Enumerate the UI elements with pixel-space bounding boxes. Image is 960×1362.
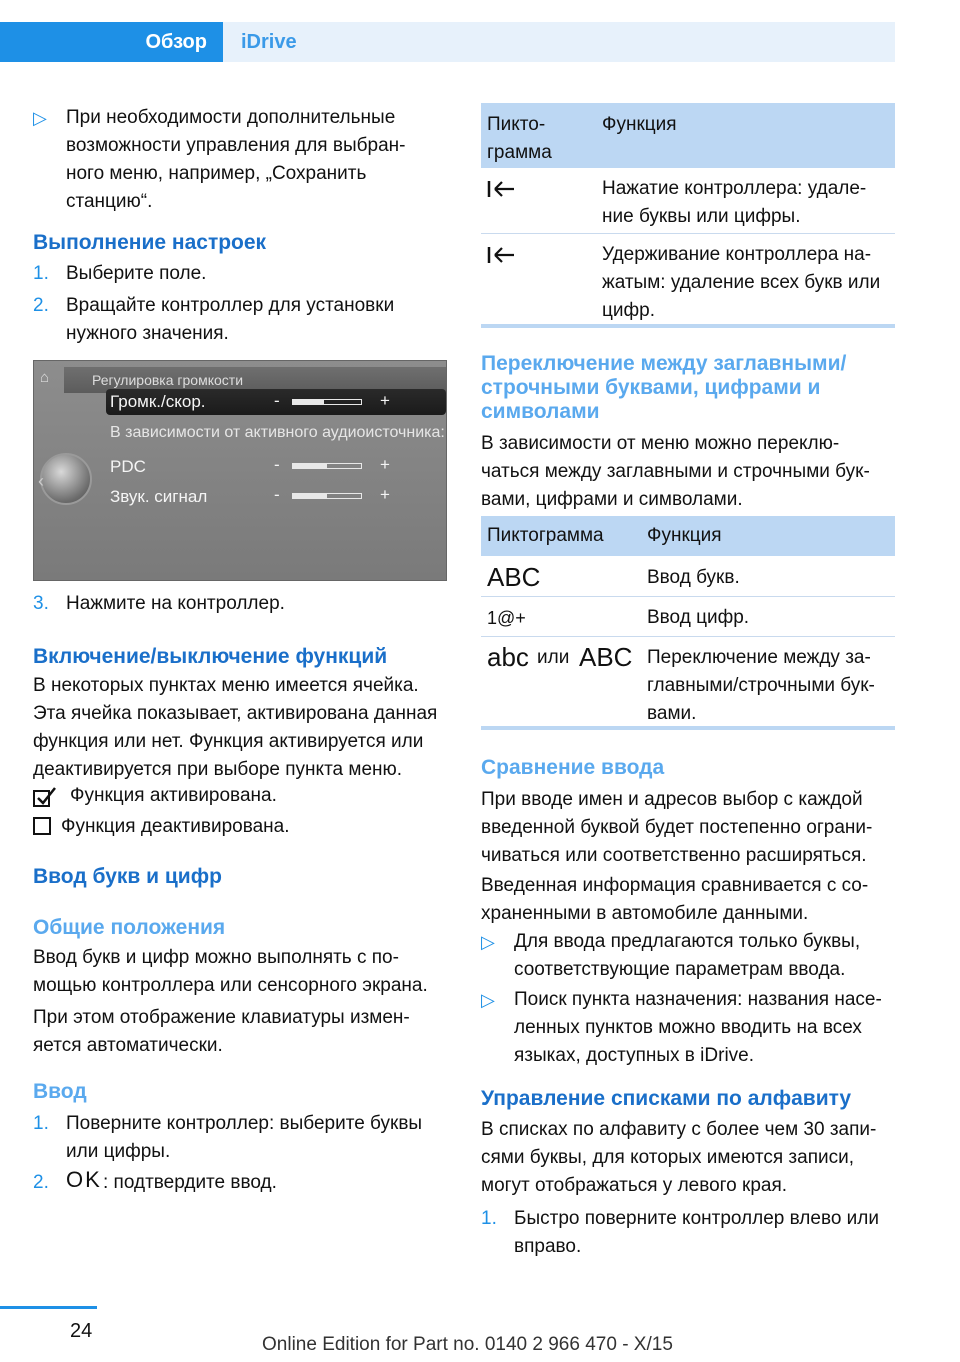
slider-fill (293, 464, 327, 468)
pdc-slider[interactable] (292, 463, 362, 469)
line: Введенная информация сравнивается с со- (481, 875, 869, 896)
home-icon: ⌂ (40, 369, 50, 386)
line: вправо. (514, 1236, 582, 1257)
table-row-text (602, 175, 866, 231)
source-note: В зависимости от активного аудиоисточника: (110, 424, 445, 441)
step-text (66, 292, 456, 348)
line: Для ввода предлагаются только буквы, (514, 931, 861, 952)
edition-text: Online Edition for Part no. 0140 2 966 470 - X/15 (262, 1334, 673, 1355)
line: цифр. (602, 300, 655, 321)
minus-sign: - (274, 455, 280, 474)
line: Пикто- (487, 114, 546, 135)
line: Переключение между за- (647, 647, 871, 668)
deactivated-text: Функция деактивирована. (61, 816, 290, 837)
line: В некоторых пунктах меню имеется ячейка. (33, 675, 419, 696)
line: функция или нет. Функция активируется или (33, 731, 424, 752)
heading-settings: Выполнение настроек (33, 231, 267, 254)
heading-general: Общие положения (33, 916, 226, 939)
line: деактивируется при выборе пункта меню. (33, 759, 403, 780)
minus-sign: - (274, 391, 280, 410)
line: Поверните контроллер: выберите буквы (66, 1113, 423, 1134)
line: языках, доступных в iDrive. (514, 1045, 755, 1066)
header-icon: Пиктограмма (487, 525, 604, 546)
line: символами (481, 400, 600, 423)
bullet-triangle-icon: ▷ (481, 932, 495, 952)
bullet-text (514, 986, 904, 1070)
line: станцию“. (66, 191, 153, 212)
line: главными/строчными бук- (647, 675, 875, 696)
footer-rule (0, 1306, 97, 1309)
line: жатым: удаление всех букв или (602, 272, 881, 293)
tab-overview[interactable]: Обзор (0, 22, 223, 62)
compare-paragraph-1 (481, 786, 901, 870)
step-number: 2. (33, 1172, 49, 1193)
chevron-left-icon: ‹ (38, 471, 44, 491)
row-volume-label: Громк./скор. (110, 392, 206, 411)
slider-fill (293, 400, 324, 404)
line: Ввод букв и цифр можно выполнять с по- (33, 947, 399, 968)
general-paragraph-1 (33, 944, 453, 1000)
line: соответствующие параметрам ввода. (514, 959, 846, 980)
line: мощью контроллера или сенсорного экрана. (33, 975, 428, 996)
checkbox-unchecked-icon (33, 817, 53, 837)
line: яется автоматически. (33, 1035, 223, 1056)
tab-idrive[interactable]: iDrive (223, 22, 895, 62)
line: При этом отображение клавиатуры измен- (33, 1007, 410, 1028)
line: вами. (647, 703, 697, 724)
line: сями буквы, для которых имеются записи, (481, 1147, 855, 1168)
ok-icon: OK (66, 1167, 102, 1192)
row-pdc-label: PDC (110, 457, 146, 476)
line: Нажатие контроллера: удале- (602, 178, 867, 199)
step-text: : подтвердите ввод. (103, 1172, 277, 1193)
line: Удерживание контроллера на- (602, 244, 872, 265)
controller-knob-icon (40, 453, 92, 505)
minus-sign: - (274, 485, 280, 504)
line: или цифры. (66, 1141, 171, 1162)
bullet-text (514, 928, 904, 984)
abc-upper-icon: ABC (487, 562, 541, 592)
page-number: 24 (70, 1320, 93, 1342)
line: храненными в автомобиле данными. (481, 903, 809, 924)
heading-compare: Сравнение ввода (481, 756, 665, 779)
line: Переключение между заглавными/ (481, 352, 847, 375)
line: строчными буквами, цифрами и (481, 376, 821, 399)
step-number: 1. (33, 263, 49, 284)
page-header (0, 0, 960, 62)
heading-input: Ввод букв и цифр (33, 865, 222, 888)
line: В зависимости от меню можно переклю- (481, 433, 840, 454)
table-row-text (647, 644, 875, 728)
heading-enter: Ввод (33, 1080, 87, 1103)
step-text: Выберите поле. (66, 263, 207, 284)
table-row-text: Ввод букв. (647, 567, 740, 588)
heading-alphabet: Управление списками по алфавиту (481, 1087, 852, 1110)
abc-upper-icon: ABC (579, 642, 633, 672)
or-word: или (537, 647, 570, 668)
header-function: Функция (647, 525, 722, 546)
table-row-text: Ввод цифр. (647, 607, 750, 628)
volume-slider[interactable] (292, 399, 362, 405)
general-paragraph-2 (33, 1004, 453, 1060)
header-icon (487, 111, 552, 167)
header-function: Функция (602, 114, 677, 135)
delete-arrow-icon (487, 179, 517, 199)
plus-sign: + (380, 485, 390, 504)
abc-lower-icon: abc (487, 642, 529, 672)
table-bottom-rule (481, 324, 895, 328)
line: вами, цифрами и символами. (481, 489, 743, 510)
heading-switch (481, 352, 895, 424)
alphabet-paragraph (481, 1116, 901, 1200)
digits-icon: 1@+ (487, 608, 526, 628)
slider-fill (293, 494, 327, 498)
bullet-triangle-icon: ▷ (481, 990, 495, 1010)
step-number: 1. (33, 1113, 49, 1134)
bullet-triangle-icon: ▷ (33, 108, 47, 128)
step-number: 2. (33, 295, 49, 316)
step-text: Нажмите на контроллер. (66, 593, 285, 614)
screen-title: Регулировка громкости (64, 367, 446, 393)
line: ленных пунктов можно вводить на всех (514, 1017, 862, 1038)
signal-slider[interactable] (292, 493, 362, 499)
line: ного меню, например, „Сохранить (66, 163, 367, 184)
row-signal-label: Звук. сигнал (110, 487, 208, 506)
row-divider (481, 596, 895, 597)
plus-sign: + (380, 455, 390, 474)
step-text (514, 1205, 904, 1261)
toggle-paragraph (33, 672, 453, 784)
line: нужного значения. (66, 323, 229, 344)
line: При вводе имен и адресов выбор с каждой (481, 789, 863, 810)
line: введенной буквой будет постепенно ограни- (481, 817, 873, 838)
step-number: 1. (481, 1208, 497, 1229)
line: Эта ячейка показывает, активирована данная (33, 703, 438, 724)
line: В списках по алфавиту с более чем 30 запи- (481, 1119, 877, 1140)
bullet-text (66, 104, 456, 216)
delete-all-arrow-icon (487, 245, 517, 265)
table-bottom-rule (481, 726, 895, 730)
switch-paragraph (481, 430, 901, 514)
compare-paragraph-2 (481, 872, 901, 928)
step-text (66, 1110, 456, 1166)
line: грамма (487, 142, 552, 163)
line: При необходимости дополнительные (66, 107, 396, 128)
row-divider (481, 233, 895, 234)
step-number: 3. (33, 593, 49, 614)
checkbox-checked-icon (33, 786, 57, 808)
row-divider (481, 636, 895, 637)
line: чиваться или соответственно расширяться. (481, 845, 867, 866)
line: чаться между заглавными и строчными бук- (481, 461, 870, 482)
plus-sign: + (380, 391, 390, 410)
idrive-volume-screenshot (33, 360, 447, 581)
line: Поиск пункта назначения: названия насе- (514, 989, 882, 1010)
activated-text: Функция активирована. (70, 785, 277, 806)
line: Быстро поверните контроллер влево или (514, 1208, 879, 1229)
line: ние буквы или цифры. (602, 206, 801, 227)
heading-toggle: Включение/выключение функций (33, 645, 388, 668)
line: могут отображаться у левого края. (481, 1175, 788, 1196)
table-row-text (602, 241, 880, 325)
line: возможности управления для выбран- (66, 135, 406, 156)
line: Вращайте контроллер для установки (66, 295, 395, 316)
